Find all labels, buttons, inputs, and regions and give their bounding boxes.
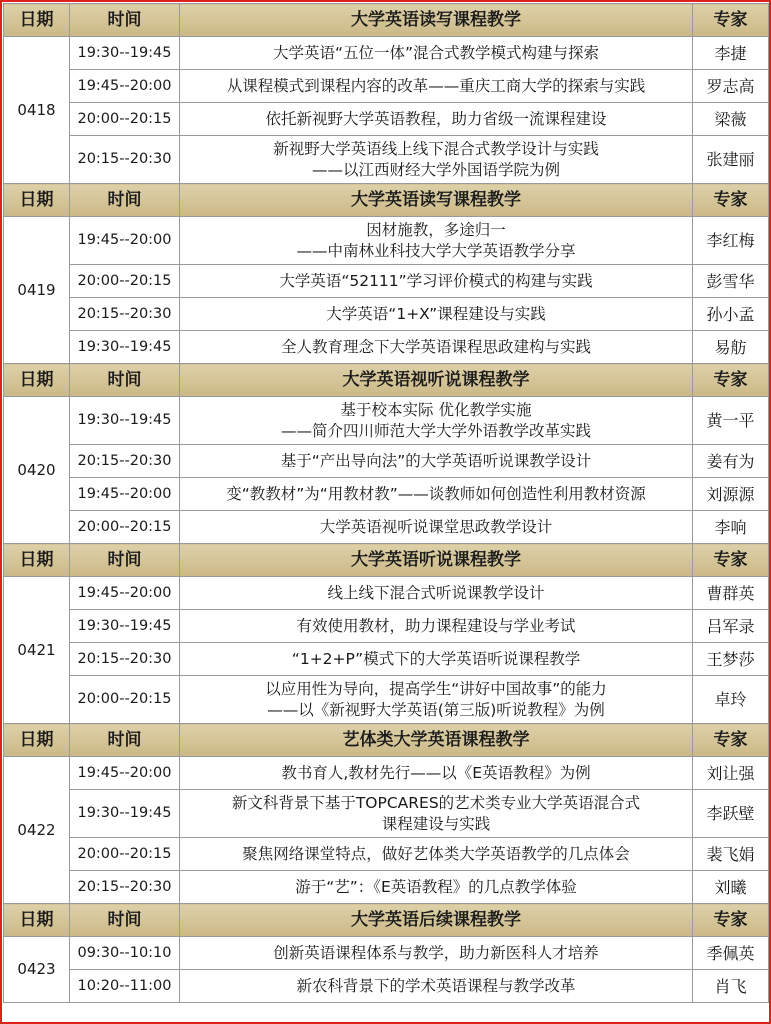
session-title-line: 聚焦网络课堂特点，做好艺体类大学英语教学的几点体会 [242,844,630,863]
date-column-header: 日期 [4,4,70,37]
session-expert: 季佩英 [693,937,769,970]
session-title-line: 大学英语视听说课堂思政教学设计 [319,517,553,536]
date-column-header: 日期 [4,904,70,937]
session-row [4,511,769,544]
date-column-header: 日期 [4,364,70,397]
session-title-line: ——以《新视野大学英语(第三版)听说教程》为例 [267,700,605,719]
session-expert: 黄一平 [693,397,769,445]
session-expert: 曹群英 [693,577,769,610]
session-row [4,298,769,331]
time-column-header: 时间 [70,364,180,397]
session-title-line: ——中南林业科技大学大学英语教学分享 [296,241,576,260]
session-title-line: 大学英语“52111”学习评价模式的构建与实践 [279,271,593,290]
session-title-line: 全人教育理念下大学英语课程思政建构与实践 [280,337,591,356]
session-date: 0419 [4,217,70,364]
session-title [180,970,693,1003]
session-row [4,265,769,298]
session-time: 20:00--20:15 [70,676,180,724]
session-row [4,478,769,511]
session-title-line: 变“教教材”为“用教材教”——谈教师如何创造性利用教材资源 [226,484,646,503]
session-title [180,757,693,790]
session-title [180,577,693,610]
session-expert: 刘让强 [693,757,769,790]
session-title-line: 依托新视野大学英语教程，助力省级一流课程建设 [265,109,607,128]
session-title-line: 基于校本实际 优化教学实施 [340,400,532,419]
session-title [180,103,693,136]
date-column-header: 日期 [4,544,70,577]
session-title-line: 新视野大学英语线上线下混合式教学设计与实践 [273,139,599,158]
session-title-line: 新农科背景下的学术英语课程与教学改革 [296,976,576,995]
session-title [180,871,693,904]
session-expert: 李跃壁 [693,790,769,838]
session-title [180,265,693,298]
session-title [180,610,693,643]
session-title [180,838,693,871]
session-expert: 肖飞 [693,970,769,1003]
time-column-header: 时间 [70,4,180,37]
session-time: 20:00--20:15 [70,838,180,871]
session-title-line: ——简介四川师范大学大学外语教学改革实践 [280,421,591,440]
expert-column-header: 专家 [693,4,769,37]
session-expert: 罗志高 [693,70,769,103]
date-column-header: 日期 [4,724,70,757]
section-topic: 大学英语视听说课程教学 [180,364,693,397]
session-title-line: 以应用性为导向，提高学生“讲好中国故事”的能力 [265,679,607,698]
session-time: 19:30--19:45 [70,397,180,445]
session-date: 0423 [4,937,70,1003]
section-header-row [4,4,769,37]
session-date: 0421 [4,577,70,724]
session-time: 19:45--20:00 [70,757,180,790]
session-row [4,838,769,871]
session-row [4,217,769,265]
section-topic: 大学英语听说课程教学 [180,544,693,577]
session-expert: 卓玲 [693,676,769,724]
date-column-header: 日期 [4,184,70,217]
session-title-line: 线上线下混合式听说课教学设计 [327,583,545,602]
session-expert: 张建丽 [693,136,769,184]
session-time: 10:20--11:00 [70,970,180,1003]
schedule-table [3,3,769,1003]
session-title [180,37,693,70]
session-title-line: 因材施教，多途归一 [366,220,506,239]
session-row [4,970,769,1003]
session-title-line: 从课程模式到课程内容的改革——重庆工商大学的探索与实践 [226,76,646,95]
session-time: 20:15--20:30 [70,298,180,331]
session-title [180,511,693,544]
time-column-header: 时间 [70,724,180,757]
session-time: 20:15--20:30 [70,136,180,184]
section-header-row [4,904,769,937]
session-row [4,445,769,478]
session-expert: 裴飞娟 [693,838,769,871]
session-row [4,331,769,364]
session-row [4,610,769,643]
session-title [180,298,693,331]
session-title-line: 游于“艺”：《E英语教程》的几点教学体验 [295,877,577,896]
session-date: 0418 [4,37,70,184]
time-column-header: 时间 [70,904,180,937]
session-title [180,790,693,838]
section-header-row [4,184,769,217]
session-time: 19:45--20:00 [70,70,180,103]
session-expert: 李响 [693,511,769,544]
session-row [4,757,769,790]
session-time: 19:45--20:00 [70,577,180,610]
session-expert: 王梦莎 [693,643,769,676]
session-row [4,643,769,676]
session-expert: 吕军录 [693,610,769,643]
section-header-row [4,724,769,757]
expert-column-header: 专家 [693,544,769,577]
session-row [4,577,769,610]
session-title-line: 大学英语“1+X”课程建设与实践 [326,304,546,323]
session-expert: 彭雪华 [693,265,769,298]
session-title-line: “1+2+P”模式下的大学英语听说课程教学 [291,649,581,668]
session-title [180,937,693,970]
session-time: 20:15--20:30 [70,643,180,676]
section-topic: 艺体类大学英语课程教学 [180,724,693,757]
session-row [4,103,769,136]
session-time: 20:00--20:15 [70,103,180,136]
time-column-header: 时间 [70,544,180,577]
expert-column-header: 专家 [693,184,769,217]
session-date: 0422 [4,757,70,904]
session-expert: 刘曦 [693,871,769,904]
session-time: 19:30--19:45 [70,610,180,643]
session-date: 0420 [4,397,70,544]
session-time: 20:15--20:30 [70,445,180,478]
expert-column-header: 专家 [693,724,769,757]
session-expert: 李红梅 [693,217,769,265]
section-header-row [4,544,769,577]
session-time: 19:30--19:45 [70,790,180,838]
section-topic: 大学英语后续课程教学 [180,904,693,937]
expert-column-header: 专家 [693,904,769,937]
session-time: 09:30--10:10 [70,937,180,970]
session-time: 20:00--20:15 [70,511,180,544]
section-topic: 大学英语读写课程教学 [180,4,693,37]
session-title-line: 大学英语“五位一体”混合式教学模式构建与探索 [272,43,600,62]
session-title-line: 基于“产出导向法”的大学英语听说课教学设计 [280,451,592,470]
session-row [4,790,769,838]
session-title-line: 新文科背景下基于TOPCARES的艺术类专业大学英语混合式 [231,793,641,812]
session-row [4,136,769,184]
session-row [4,397,769,445]
session-expert: 刘源源 [693,478,769,511]
session-title-line: ——以江西财经大学外国语学院为例 [311,160,560,179]
session-title [180,676,693,724]
session-title-line: 课程建设与实践 [381,814,491,833]
session-time: 19:30--19:45 [70,37,180,70]
session-time: 19:45--20:00 [70,478,180,511]
session-time: 20:15--20:30 [70,871,180,904]
section-header-row [4,364,769,397]
session-title [180,331,693,364]
session-time: 19:30--19:45 [70,331,180,364]
session-expert: 姜有为 [693,445,769,478]
session-time: 19:45--20:00 [70,217,180,265]
session-expert: 易舫 [693,331,769,364]
session-expert: 孙小孟 [693,298,769,331]
session-row [4,676,769,724]
session-row [4,37,769,70]
session-title-line: 创新英语课程体系与教学，助力新医科人才培养 [273,943,599,962]
session-expert: 李捷 [693,37,769,70]
session-title [180,136,693,184]
expert-column-header: 专家 [693,364,769,397]
session-title [180,70,693,103]
session-expert: 梁薇 [693,103,769,136]
session-title [180,397,693,445]
session-time: 20:00--20:15 [70,265,180,298]
section-topic: 大学英语读写课程教学 [180,184,693,217]
session-title-line: 有效使用教材，助力课程建设与学业考试 [296,616,576,635]
session-title-line: 教书育人,教材先行——以《E英语教程》为例 [281,763,591,782]
session-row [4,937,769,970]
session-title [180,445,693,478]
session-title [180,643,693,676]
session-row [4,871,769,904]
time-column-header: 时间 [70,184,180,217]
session-row [4,70,769,103]
session-title [180,217,693,265]
session-title [180,478,693,511]
